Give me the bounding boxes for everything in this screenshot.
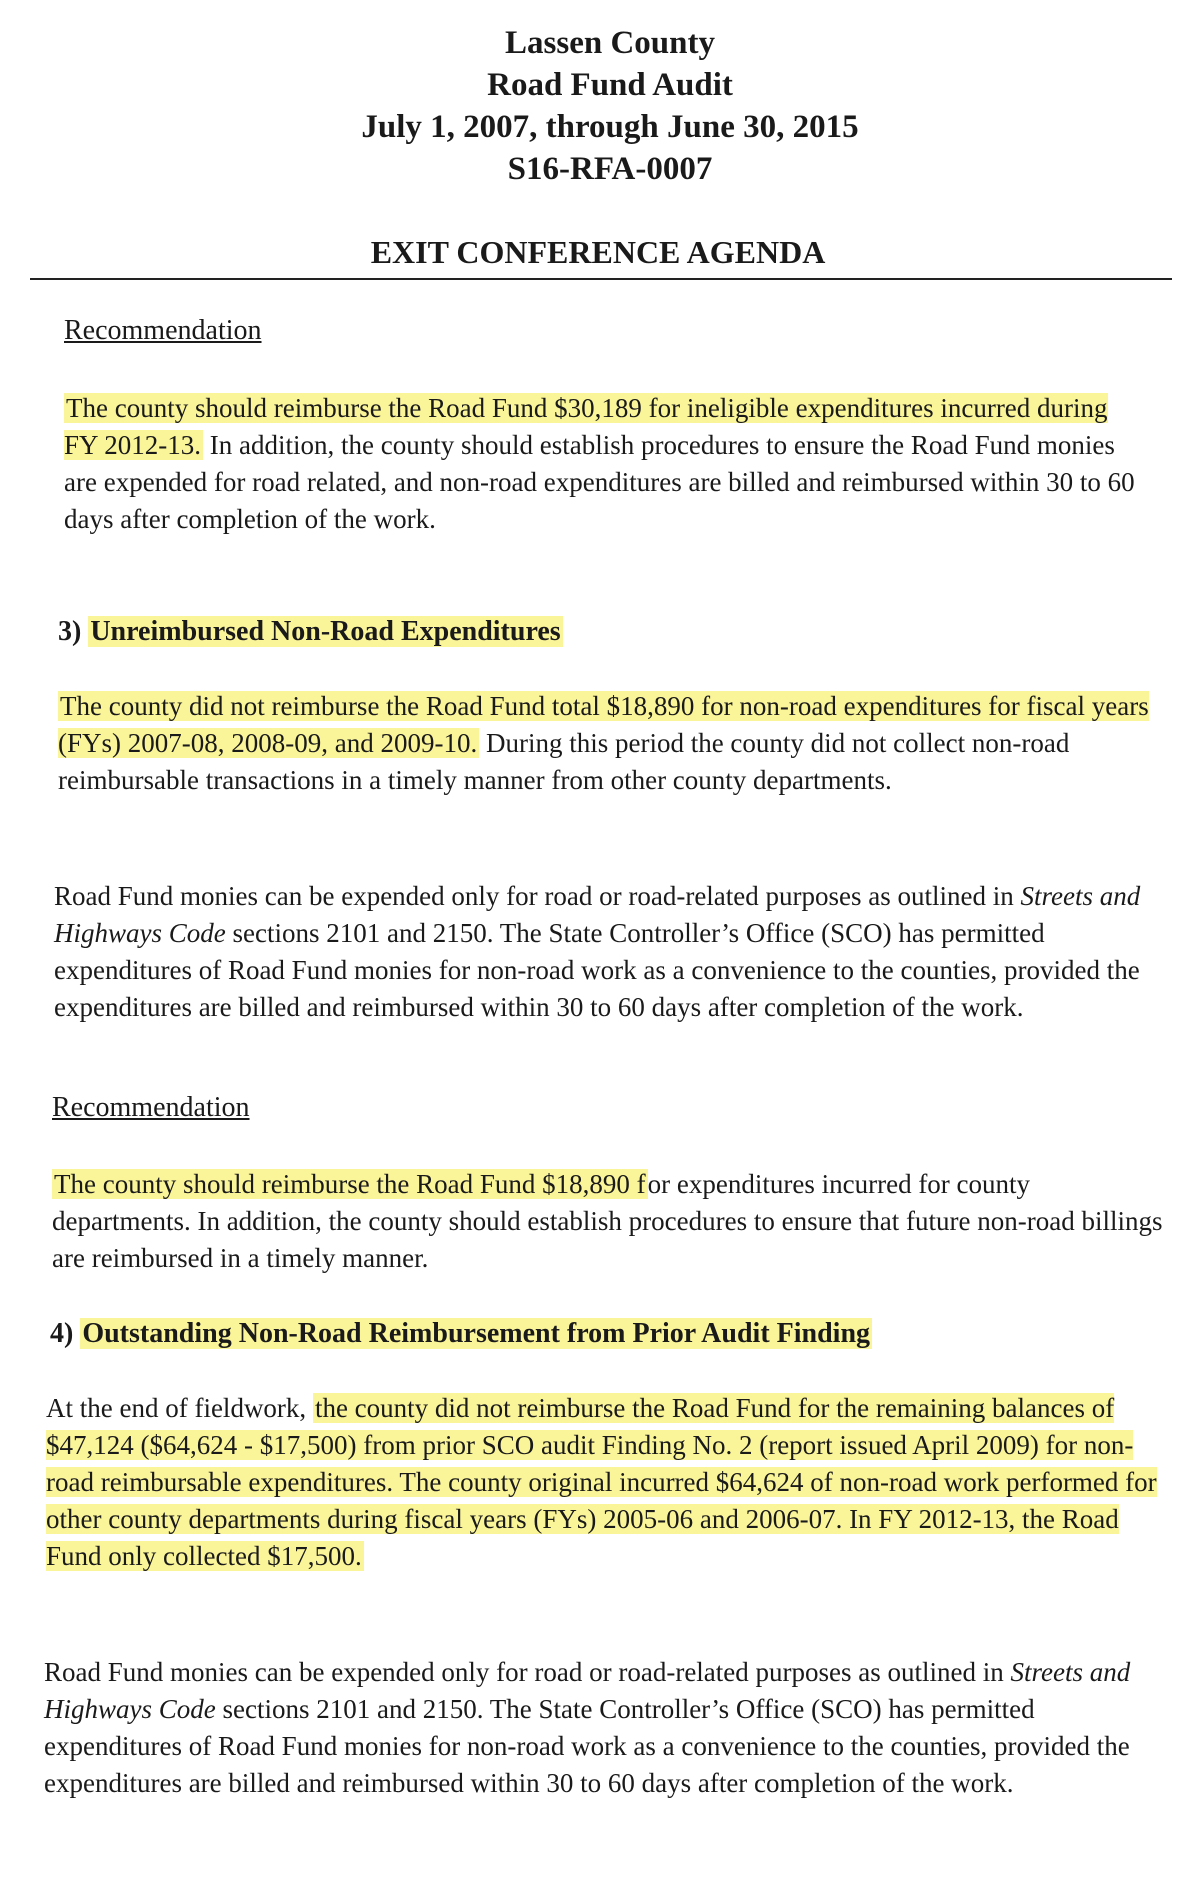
- paragraph-text: or expenditures incurred for county departments. In addition, the county should establish procedures to ensure that future non-road billings are reimbursed in a timely manner.: [52, 1169, 1163, 1273]
- section-4-number: 4): [50, 1318, 81, 1349]
- highlighted-text: The county did not reimburse the Road Fund total $18,890 for non-road expenditures for fiscal years (FYs) 2007-08, 2008-09, and 2009-10.: [58, 691, 1149, 758]
- audit-title: Road Fund Audit: [487, 67, 733, 103]
- section-3-paragraph-2: [54, 878, 1164, 1026]
- paragraph-text: At the end of fieldwork,: [46, 1393, 313, 1423]
- paragraph-text: sections 2101 and 2150. The State Controller’s Office (SCO) has permitted expenditures of Road Fund monies for non-road work as a convenience to the counties, provided the expenditures are billed and reimbursed within 30 to 60 days after completion of the work.: [44, 1694, 1130, 1798]
- section-3-heading: [58, 614, 563, 650]
- highlighted-text: The county should reimburse the Road Fund $18,890 f: [54, 1169, 646, 1199]
- paragraph-text: During this period the county did not collect non-road reimbursable transactions in a timely manner from other county departments.: [58, 728, 1070, 795]
- paragraph-text: In addition, the county should establish procedures to ensure the Road Fund monies are expended for road related, and non-road expenditures are billed and reimbursed within 30 to 60 days after completion of the work.: [64, 430, 1135, 534]
- section-4-paragraph-1: [46, 1390, 1158, 1575]
- document-header: [0, 22, 1196, 190]
- code-citation: Streets and Highways Code: [54, 881, 1141, 948]
- section-3-title: Unreimbursed Non-Road Expenditures: [90, 616, 561, 647]
- agenda-title: EXIT CONFERENCE AGENDA: [370, 234, 826, 270]
- recommendation-paragraph-2: [52, 1166, 1164, 1277]
- title-divider: [30, 278, 1172, 280]
- paragraph-text: Road Fund monies can be expended only for road or road-related purposes as outlined in: [44, 1657, 1011, 1687]
- recommendation-paragraph-1: [64, 390, 1144, 538]
- highlighted-text: The county should reimburse the Road Fund $30,189 for ineligible expenditures incurred during FY 2012-13.: [64, 393, 1108, 460]
- paragraph-text: sections 2101 and 2150. The State Controller’s Office (SCO) has permitted expenditures of Road Fund monies for non-road work as a convenience to the counties, provided the expenditures are billed and reimbursed within 30 to 60 days after completion of the work.: [54, 918, 1140, 1022]
- county-name: Lassen County: [505, 25, 715, 61]
- recommendation-heading-1: Recommendation: [64, 315, 262, 346]
- section-3-paragraph-1: [58, 688, 1158, 799]
- paragraph-text: Road Fund monies can be expended only for road or road-related purposes as outlined in: [54, 881, 1021, 911]
- section-3-number: 3): [58, 616, 89, 647]
- audit-number: S16-RFA-0007: [507, 151, 713, 187]
- highlighted-text: the county did not reimburse the Road Fund for the remaining balances of $47,124 ($64,624 - $17,500) from prior SCO audit Finding No. 2 (report issued April 2009) for non-road reimbursable expenditures. The county original incurred $64,624 of non-road work performed for other county departments during fiscal years (FYs) 2005-06 and 2006-07. In FY 2012-13, the Road Fund only collected $17,500.: [46, 1393, 1157, 1571]
- audit-period: July 1, 2007, through June 30, 2015: [361, 109, 859, 145]
- code-citation: Streets and Highways Code: [44, 1657, 1131, 1724]
- recommendation-heading-2: Recommendation: [52, 1092, 250, 1123]
- section-4-paragraph-2: [44, 1654, 1156, 1802]
- section-4-title: Outstanding Non-Road Reimbursement from Prior Audit Finding: [82, 1318, 871, 1349]
- section-4-heading: [50, 1316, 872, 1352]
